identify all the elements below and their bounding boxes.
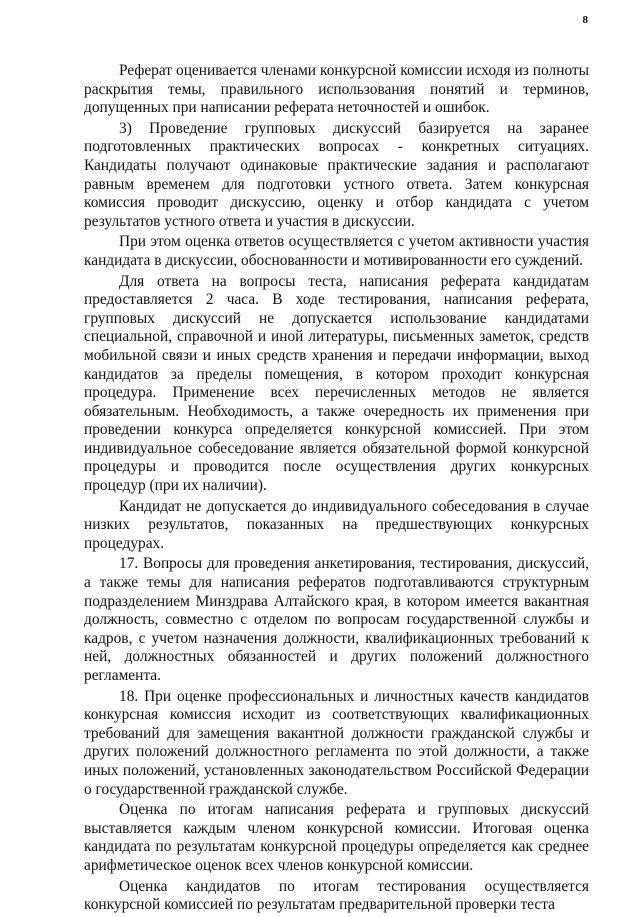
paragraph-essay-evaluation: Реферат оценивается членами конкурсной комиссии исходя из полноты раскрытия темы, правильного использования понятий и терминов, допущенных при написании реферата неточностей и ошибок.	[84, 62, 589, 117]
paragraph-final-score: Оценка по итогам написания реферата и групповых дискуссий выставляется каждым членом конкурсной комиссии. Итоговая оценка кандидата по результатам конкурсной процедуры определяется как среднее арифметическое оценок всех членов конкурсной комиссии.	[84, 801, 589, 874]
paragraph-test-evaluation: Оценка кандидатов по итогам тестирования осуществляется конкурсной комиссией по результатам предварительной проверки теста	[84, 877, 589, 914]
paragraph-group-discussions: 3) Проведение групповых дискуссий базируется на заранее подготовленных практических вопросах - конкретных ситуациях. Кандидаты получают одинаковые практические задания и располагают равным временем для подготовки устного ответа. Затем конкурсная комиссия проводит дискуссию, оценку и отбор кандидата с учетом результатов устного ответа и участия в дискуссии.	[84, 119, 589, 230]
document-body	[84, 62, 589, 917]
paragraph-interview-admission: Кандидат не допускается до индивидуального собеседования в случае низких результатов, показанных на предшествующих конкурсных процедурах.	[84, 497, 589, 552]
paragraph-answer-evaluation: При этом оценка ответов осуществляется с учетом активности участия кандидата в дискуссии, обоснованности и мотивированности его суждений.	[84, 233, 589, 269]
paragraph-time-and-rules: Для ответа на вопросы теста, написания реферата кандидатам предоставляется 2 часа. В ходе тестирования, написания реферата, групповых дискуссий не допускается использование кандидатами специальной, справочной и иной литературы, письменных заметок, средств мобильной связи и иных средств хранения и передачи информации, выход кандидатов за пределы помещения, в котором проходит конкурсная процедура. Применение всех перечисленных методов не является обязательным. Необходимость, а также очередность их применения при проведении конкурса определяется конкурсной комиссией. При этом индивидуальное собеседование является обязательной формой конкурсной процедуры и проводится после осуществления других конкурсных процедур (при их наличии).	[84, 272, 589, 495]
paragraph-item-18: 18. При оценке профессиональных и личностных качеств кандидатов конкурсная комиссия исходит из соответствующих квалификационных требований для замещения вакантной должности гражданской службы и других положений должностного регламента по этой должности, а также иных положений, установленных законодательством Российской Федерации о государственной гражданской службе.	[84, 687, 589, 798]
paragraph-item-17: 17. Вопросы для проведения анкетирования, тестирования, дискуссий, а также темы для написания рефератов подготавливаются структурным подразделением Минздрава Алтайского края, в котором имеется вакантная должность, совместно с отделом по вопросам государственной службы и кадров, с учетом назначения должности, квалификационных требований к ней, должностных обязанностей и других положений должностного регламента.	[84, 555, 589, 684]
page-number: 8	[582, 14, 588, 26]
